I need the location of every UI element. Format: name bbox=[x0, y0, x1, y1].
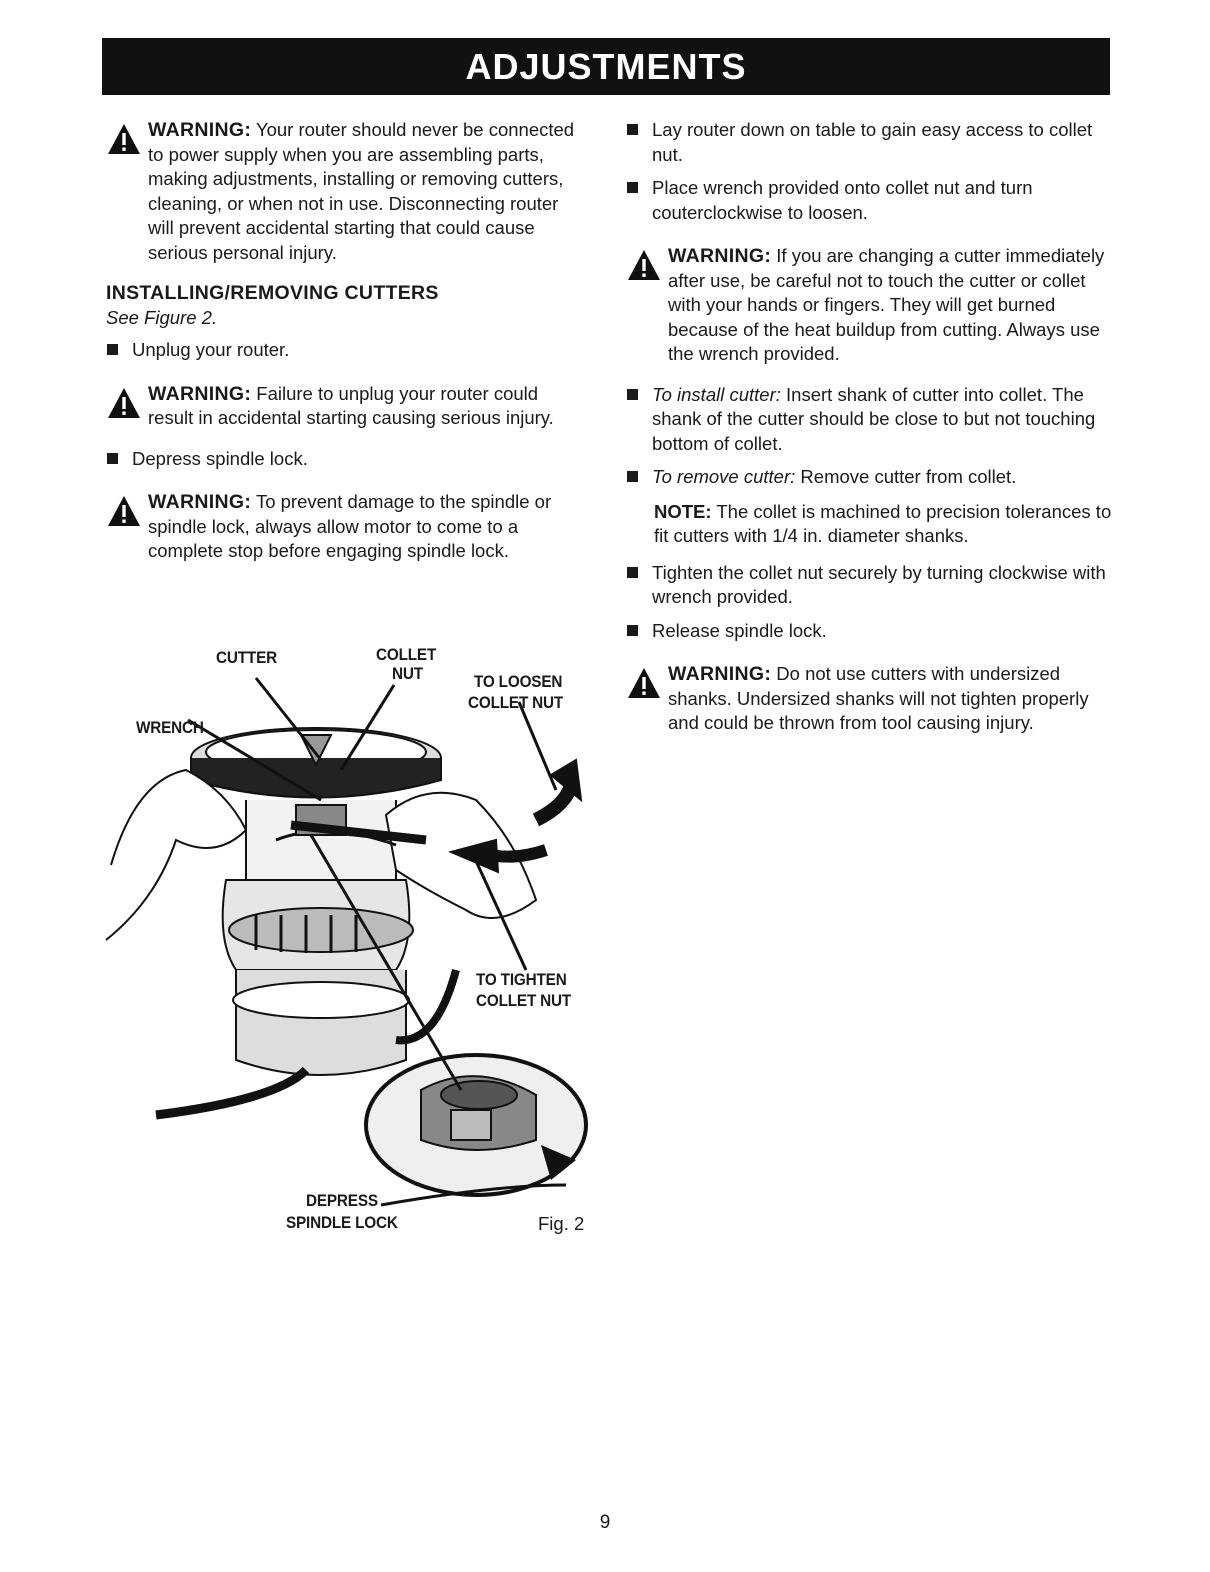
bullet-text: Place wrench provided onto collet nut and turn couterclockwise to loosen. bbox=[652, 177, 1033, 223]
warning-text: Failure to unplug your router could result in accidental starting causing serious injury. bbox=[148, 382, 554, 428]
note-text: The collet is machined to precision tolerances to fit cutters with 1/4 in. diameter shanks. bbox=[654, 500, 1112, 546]
label-cutter: CUTTER bbox=[216, 648, 277, 667]
bullet-text: Release spindle lock. bbox=[652, 619, 827, 641]
step-remove-cutter bbox=[626, 465, 1116, 490]
label-collet-line2: NUT bbox=[392, 664, 423, 683]
label-wrench: WRENCH bbox=[136, 718, 204, 737]
bullet-text: Remove cutter from collet. bbox=[795, 466, 1017, 487]
step-lay-router-down bbox=[626, 118, 1116, 167]
bullet-text: Tighten the collet nut securely by turning clockwise with wrench provided. bbox=[652, 561, 1106, 607]
label-loosen-line1: TO LOOSEN bbox=[474, 672, 563, 691]
warning-label: WARNING: bbox=[148, 119, 252, 141]
label-tighten-line2: COLLET NUT bbox=[476, 991, 572, 1010]
warning-triangle-icon bbox=[106, 386, 142, 420]
note-label: NOTE: bbox=[654, 500, 712, 522]
warning-text: Do not use cutters with undersized shanks. Undersized shanks will not tighten properly and could be thrown from tool causing injury. bbox=[668, 663, 1089, 733]
warning-unplug bbox=[106, 382, 586, 431]
step-release-spindle-lock bbox=[626, 619, 1116, 644]
warning-spindle-damage bbox=[106, 490, 586, 564]
label-loosen-line2: COLLET NUT bbox=[468, 693, 564, 712]
warning-triangle-icon bbox=[106, 494, 142, 528]
bullet-text: Depress spindle lock. bbox=[132, 447, 308, 469]
step-depress-spindle-lock bbox=[106, 447, 586, 472]
label-depress-line2: SPINDLE LOCK bbox=[286, 1213, 398, 1232]
warning-triangle-icon bbox=[626, 666, 662, 700]
label-collet-line1: COLLET bbox=[376, 645, 437, 664]
bullet-text: Unplug your router. bbox=[132, 339, 290, 360]
warning-undersized-shanks bbox=[626, 662, 1116, 736]
right-column bbox=[626, 118, 1116, 752]
warning-power-supply bbox=[106, 118, 586, 265]
warning-label: WARNING: bbox=[148, 382, 252, 405]
warning-label: WARNING: bbox=[148, 491, 252, 513]
figure-2 bbox=[96, 640, 606, 1240]
note-collet-tolerance bbox=[626, 500, 1116, 549]
step-tighten-collet bbox=[626, 561, 1116, 610]
step-install-cutter bbox=[626, 383, 1116, 457]
page-number: 9 bbox=[599, 1512, 611, 1533]
label-tighten-line1: TO TIGHTEN bbox=[476, 970, 567, 989]
warning-triangle-icon bbox=[626, 248, 662, 282]
bullet-text: Insert shank of cutter into collet. The shank of the cutter should be close to but not touching bottom of collet. bbox=[652, 383, 1096, 454]
warning-label: WARNING: bbox=[668, 663, 772, 685]
warning-hot-cutter bbox=[626, 244, 1116, 367]
section-heading: INSTALLING/REMOVING CUTTERS bbox=[106, 282, 439, 304]
page-title: ADJUSTMENTS bbox=[102, 38, 1110, 95]
warning-text: To prevent damage to the spindle or spindle lock, always allow motor to come to a complete stop before engaging spindle lock. bbox=[148, 491, 552, 561]
install-cutter-label: To install cutter: bbox=[652, 383, 781, 405]
bullet-text: Lay router down on table to gain easy access to collet nut. bbox=[652, 119, 1093, 165]
warning-label: WARNING: bbox=[668, 245, 772, 267]
warning-text: If you are changing a cutter immediately after use, be careful not to touch the cutter or collet with your hands or fingers. They will get burned because of the heat buildup from cutting. Always use the wrench provided. bbox=[668, 245, 1105, 364]
see-figure-reference: See Figure 2. bbox=[106, 306, 218, 328]
label-depress-line1: DEPRESS bbox=[306, 1191, 378, 1210]
remove-cutter-label: To remove cutter: bbox=[652, 466, 796, 487]
warning-text: Your router should never be connected to power supply when you are assembling parts, making adjustments, installing or removing cutters, cleaning, or when not in use. Disconnecting router will prevent accidental starting that could cause serious personal injury. bbox=[148, 119, 575, 263]
figure-caption: Fig. 2 bbox=[538, 1213, 585, 1234]
left-column bbox=[106, 118, 586, 580]
step-place-wrench bbox=[626, 176, 1116, 225]
step-unplug-router bbox=[106, 338, 586, 363]
warning-triangle-icon bbox=[106, 122, 142, 156]
